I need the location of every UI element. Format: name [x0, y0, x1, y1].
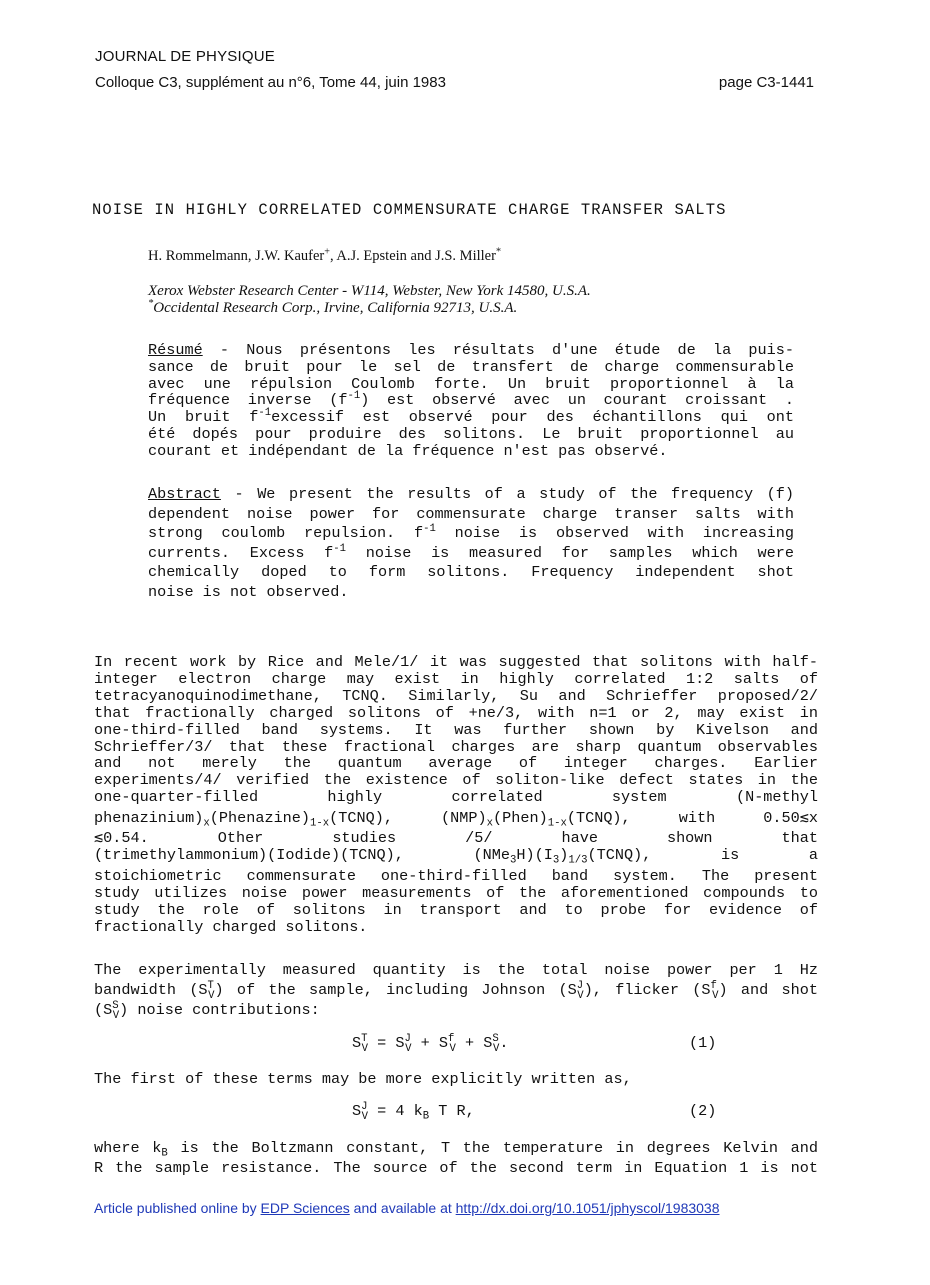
subscript: V — [405, 1042, 412, 1055]
body-line: R the sample resistance. The source of the second term in Equation 1 is not — [94, 1159, 818, 1177]
affiliation-2 — [148, 300, 517, 317]
body-line: Schrieffer/3/ that these fractional charges are sharp quantum observables — [94, 737, 818, 756]
body-line — [94, 980, 818, 1000]
body-text: is the Boltzmann constant, T the temperature in degrees Kelvin and — [167, 1139, 818, 1157]
exponent: -1 — [333, 542, 347, 555]
resume-line — [148, 409, 794, 426]
body-line: experiments/4/ verified the existence of soliton-like defect states in the — [94, 771, 818, 790]
formula-text: H)(I — [516, 845, 553, 864]
abstract-text: currents. Excess f — [148, 543, 334, 562]
body-text: (S — [94, 1001, 113, 1019]
resume-line: avec une répulsion Coulomb forte. Un bruit proportionnel à la — [148, 374, 794, 393]
abstract-text: noise is measured for samples which were — [346, 543, 794, 562]
eq-symbol: S — [352, 1034, 362, 1052]
resume-label: Résumé — [148, 341, 203, 359]
exponent: -1 — [423, 523, 436, 536]
affiliation-mark: * — [148, 298, 154, 310]
eq-text: = 4 k — [368, 1102, 423, 1120]
body-line: fractionally charged solitons. — [94, 917, 368, 936]
eq-operator: + — [455, 1034, 484, 1052]
formula-text: (TCNQ), is a — [587, 845, 818, 864]
body-line: tetracyanoquinodimethane, TCNQ. Similarly, Su and Schrieffer proposed/2/ — [94, 686, 818, 705]
eq-operator: . — [499, 1034, 509, 1052]
eq-text: T R, — [429, 1102, 475, 1120]
resume-line: sance de bruit pour le sel de transfert de charge commensurable — [148, 357, 794, 376]
exponent: -1 — [258, 407, 272, 420]
eq-operator: + — [411, 1034, 439, 1052]
resume-line — [148, 342, 794, 359]
doi-link[interactable]: http://dx.doi.org/10.1051/jphyscol/1983038 — [455, 1200, 720, 1216]
body-paragraph-1 — [94, 654, 818, 936]
subscript: V — [361, 1110, 369, 1123]
subscript: B — [161, 1147, 168, 1160]
body-line: one-quarter-filled highly correlated system (N-methyl — [94, 788, 818, 807]
body-text: where k — [94, 1139, 162, 1157]
subscript: V — [112, 1009, 120, 1022]
abstract-line: noise is not observed. — [148, 582, 349, 601]
formula-text: (TCNQ), with 0.50≲x — [566, 809, 819, 828]
resume-text: Un bruit f — [148, 408, 259, 427]
abstract-line: chemically doped to form solitons. Frequency independent shot — [148, 563, 794, 581]
author-list — [148, 248, 501, 265]
publication-footer — [94, 1200, 720, 1216]
subscript: 1/3 — [568, 854, 588, 867]
journal-name: JOURNAL DE PHYSIQUE — [95, 48, 275, 65]
superscript: f — [447, 1033, 455, 1046]
abstract-text: - We present the results of a study of the frequency (f) — [220, 485, 794, 503]
resume-line: été dopés pour produire des solitons. Le bruit proportionnel au — [148, 424, 794, 443]
body-text: ), flicker (S — [583, 981, 711, 999]
body-line: The experimentally measured quantity is the total noise power per 1 Hz — [94, 961, 818, 979]
authors-part-2: , A.J. Epstein and J.S. Miller — [329, 248, 496, 264]
body-line — [94, 1000, 818, 1020]
eq-symbol: S — [438, 1034, 448, 1052]
equation-2 — [352, 1101, 475, 1123]
abstract-text: noise is observed with increasing — [435, 524, 794, 542]
abstract-line: dependent noise power for commensurate charge transer salts with — [148, 504, 794, 523]
author-mark-plus: + — [324, 246, 330, 258]
paper-title: NOISE IN HIGHLY CORRELATED COMMENSURATE CHARGE TRANSFER SALTS — [92, 201, 727, 219]
superscript: J — [404, 1033, 411, 1046]
subscript: 3 — [510, 854, 517, 867]
author-mark-star: * — [495, 246, 501, 258]
formula-text: (Phenazine) — [209, 809, 311, 828]
subscript: 1-x — [310, 817, 330, 830]
resume-line: courant et indépendant de la fréquence n'est pas observé. — [148, 441, 668, 460]
subscript: V — [208, 989, 215, 1002]
body-line — [94, 1138, 818, 1158]
superscript: T — [207, 980, 214, 993]
abstract-text: strong coulomb repulsion. f — [148, 524, 424, 542]
subscript: V — [492, 1042, 500, 1055]
equation-2-intro: The first of these terms may be more explicitly written as, — [94, 1070, 632, 1088]
exponent: -1 — [347, 390, 361, 403]
body-line: study utilizes noise power measurements of the aforementioned compounds to — [94, 883, 818, 902]
affiliation-1: Xerox Webster Research Center - W114, Webster, New York 14580, U.S.A. — [148, 283, 591, 299]
body-line-formula — [94, 809, 819, 830]
formula-text: (TCNQ), (NMP) — [329, 809, 487, 828]
superscript: J — [361, 1101, 368, 1114]
formula-text: ) — [559, 845, 569, 864]
superscript: T — [361, 1033, 368, 1046]
superscript: f — [710, 980, 717, 993]
eq-symbol: S — [483, 1034, 493, 1052]
subscript: B — [422, 1110, 430, 1123]
resume-text: - Nous présentons les résultats d'une étude de la puis- — [202, 341, 794, 359]
affiliation-2-text: Occidental Research Corp., Irvine, California 92713, U.S.A. — [153, 300, 518, 316]
body-paragraph-3 — [94, 1138, 818, 1178]
body-text: bandwidth (S — [94, 981, 208, 999]
formula-text: (trimethylammonium)(Iodide)(TCNQ), (NMe — [94, 845, 510, 864]
subscript: V — [712, 989, 719, 1002]
formula-text: phenazinium) — [94, 809, 204, 828]
superscript: J — [576, 980, 584, 993]
body-line: ≲0.54. Other studies /5/ have shown that — [94, 829, 818, 848]
abstract-line — [148, 485, 794, 505]
subscript: x — [486, 817, 494, 830]
superscript: S — [112, 1000, 119, 1013]
body-line-formula — [94, 845, 818, 867]
footer-text: Article published online by — [94, 1200, 261, 1216]
subscript: 1-x — [547, 817, 567, 830]
eq-symbol: S — [395, 1034, 405, 1052]
abstract-block — [148, 485, 794, 602]
body-text: ) noise contributions: — [119, 1001, 320, 1019]
body-line: study the role of solitons in transport and to probe for evidence of — [94, 900, 818, 919]
colloque-reference: Colloque C3, supplément au n°6, Tome 44, juin 1983 — [95, 74, 446, 91]
publisher-link[interactable]: EDP Sciences — [260, 1200, 350, 1216]
equation-1-number: (1) — [689, 1034, 717, 1052]
resume-text: fréquence inverse (f — [148, 391, 348, 410]
abstract-line — [148, 544, 794, 564]
superscript: S — [492, 1033, 499, 1046]
formula-text: (Phen) — [493, 809, 548, 828]
body-text: ) of the sample, including Johnson (S — [214, 981, 577, 999]
footer-text: and available at — [349, 1200, 456, 1216]
equation-2-number: (2) — [689, 1102, 717, 1120]
subscript: x — [203, 817, 210, 830]
body-text: ) and shot — [718, 981, 819, 999]
body-line: In recent work by Rice and Mele/1/ it was suggested that solitons with half- — [94, 653, 818, 671]
body-line: integer electron charge may exist in highly correlated 1:2 salts of — [94, 669, 818, 688]
subscript: V — [361, 1042, 369, 1055]
page-number: page C3-1441 — [718, 74, 814, 91]
subscript: V — [577, 989, 584, 1002]
subscript: V — [449, 1042, 456, 1055]
equation-1 — [352, 1033, 509, 1055]
abstract-line — [148, 524, 794, 544]
subscript: 3 — [552, 854, 560, 867]
authors-part-1: H. Rommelmann, J.W. Kaufer — [148, 248, 325, 264]
body-paragraph-2 — [94, 960, 818, 1020]
resume-line — [148, 392, 794, 409]
eq-operator: = — [368, 1034, 396, 1052]
resume-text: ) est observé avec un courant croissant . — [360, 391, 794, 410]
body-line: and not merely the quantum average of integer charges. Earlier — [94, 754, 818, 773]
body-line: that fractionally charged solitons of +ne/3, with n=1 or 2, may exist in — [94, 703, 818, 722]
body-line: stoichiometric commensurate one-third-filled band system. The present — [94, 866, 818, 885]
resume-block — [148, 342, 794, 460]
body-line: one-third-filled band systems. It was further shown by Kivelson and — [94, 720, 818, 739]
abstract-label: Abstract — [148, 485, 221, 503]
eq-symbol: S — [352, 1102, 362, 1120]
resume-text: excessif est observé pour des échantillons qui ont — [271, 408, 795, 427]
